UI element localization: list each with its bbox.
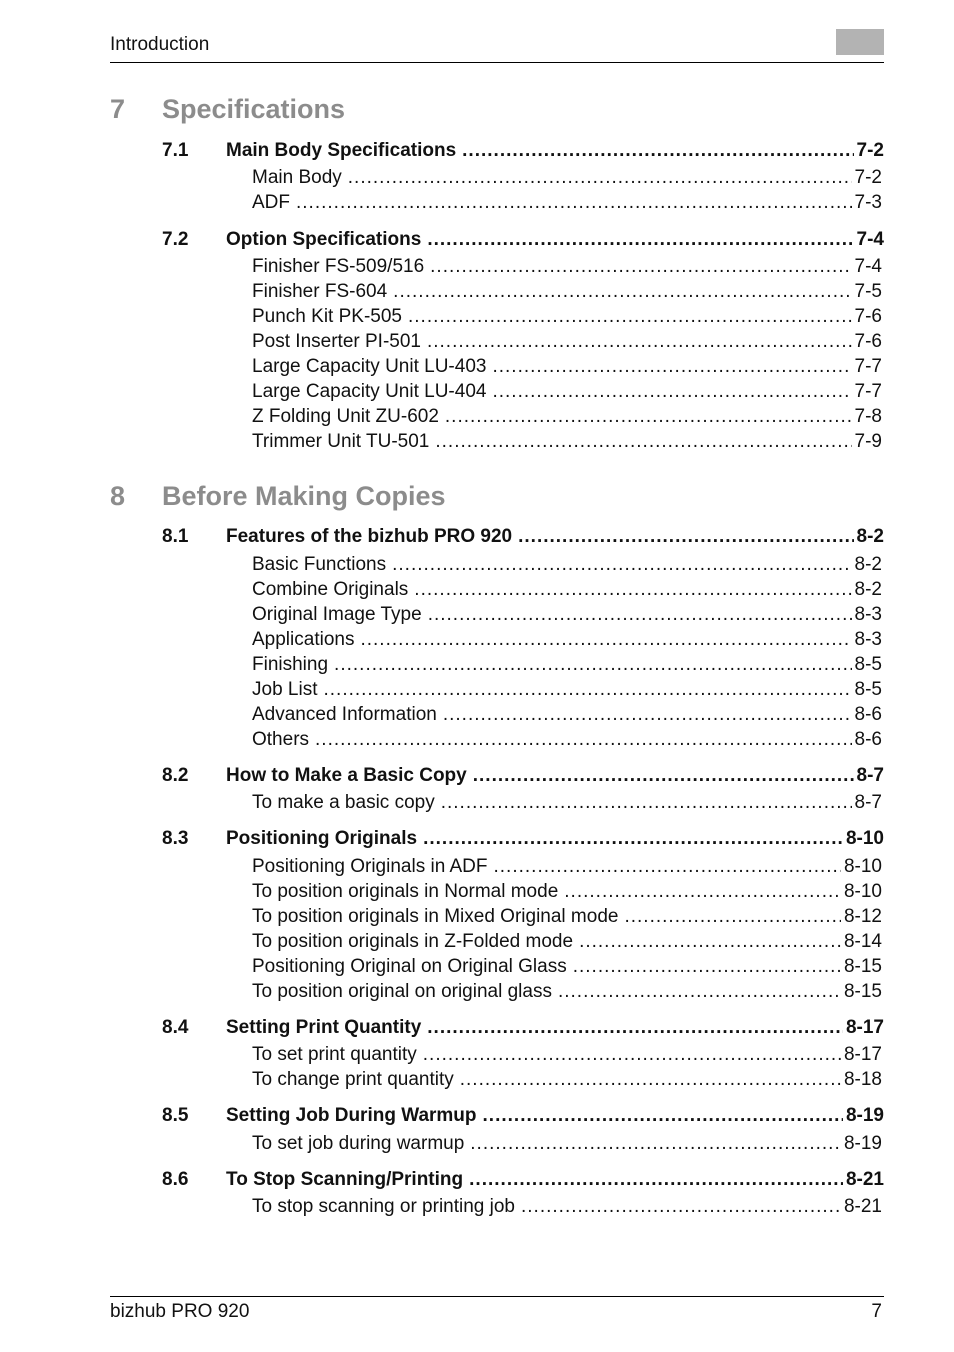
- toc-item[interactable]: [252, 306, 882, 332]
- item-title: Large Capacity Unit LU-404: [252, 381, 487, 402]
- item-page: 7-3: [854, 192, 882, 213]
- dot-leader: [441, 792, 852, 814]
- footer-product-name: bizhub PRO 920: [110, 1301, 250, 1322]
- section-entry: [226, 140, 884, 166]
- toc-item[interactable]: [252, 331, 882, 357]
- section-title: How to Make a Basic Copy: [226, 765, 467, 786]
- toc-item[interactable]: [252, 792, 882, 818]
- toc-item[interactable]: [252, 981, 882, 1007]
- item-title: Original Image Type: [252, 604, 422, 625]
- section-page: 8-10: [845, 828, 884, 849]
- toc-section[interactable]: [162, 1017, 884, 1043]
- toc-item[interactable]: [252, 704, 882, 730]
- toc-item[interactable]: [252, 1044, 882, 1070]
- dot-leader: [315, 729, 852, 751]
- dot-leader: [483, 1105, 843, 1127]
- dot-leader: [408, 306, 852, 328]
- item-title: To position originals in Mixed Original mode: [252, 906, 619, 927]
- item-page: 8-10: [843, 856, 882, 877]
- toc-item[interactable]: [252, 654, 882, 680]
- toc-item[interactable]: [252, 1069, 882, 1095]
- dot-leader: [579, 931, 841, 953]
- toc-section[interactable]: [162, 1169, 884, 1195]
- section-title: Positioning Originals: [226, 828, 418, 849]
- toc-section[interactable]: [162, 765, 884, 791]
- header-tab-marker: [836, 29, 884, 55]
- footer-page-number: 7: [871, 1301, 882, 1322]
- item-title: Advanced Information: [252, 704, 437, 725]
- dot-leader: [494, 856, 841, 878]
- toc-item[interactable]: [252, 192, 882, 218]
- section-number: 8.3: [162, 828, 189, 849]
- item-title: To set print quantity: [252, 1044, 417, 1065]
- section-title: Setting Job During Warmup: [226, 1105, 477, 1126]
- dot-leader: [360, 629, 851, 651]
- item-page: 8-6: [854, 729, 882, 750]
- item-title: To position originals in Z-Folded mode: [252, 931, 574, 952]
- chapter-title: Specifications: [162, 94, 346, 124]
- chapter-number: 8: [110, 481, 126, 511]
- dot-leader: [445, 406, 852, 428]
- item-title: Applications: [252, 629, 355, 650]
- dot-leader: [427, 229, 853, 251]
- item-page: 8-5: [854, 679, 882, 700]
- toc-item[interactable]: [252, 931, 882, 957]
- item-title: Finisher FS-509/516: [252, 256, 425, 277]
- dot-leader: [348, 167, 852, 189]
- item-title: Main Body: [252, 167, 342, 188]
- dot-leader: [435, 431, 851, 453]
- dot-leader: [323, 679, 851, 701]
- dot-leader: [427, 331, 852, 353]
- toc-item[interactable]: [252, 956, 882, 982]
- item-title: To make a basic copy: [252, 792, 435, 813]
- item-page: 7-7: [854, 381, 882, 402]
- item-page: 8-21: [843, 1196, 882, 1217]
- item-title: To position originals in Normal mode: [252, 881, 559, 902]
- item-title: Positioning Original on Original Glass: [252, 956, 567, 977]
- item-title: Combine Originals: [252, 579, 409, 600]
- dot-leader: [423, 828, 843, 850]
- dot-leader: [414, 579, 851, 601]
- toc-item[interactable]: [252, 256, 882, 282]
- item-page: 8-3: [854, 604, 882, 625]
- dot-leader: [334, 654, 851, 676]
- dot-leader: [296, 192, 852, 214]
- section-page: 7-4: [856, 229, 884, 250]
- item-title: Finisher FS-604: [252, 281, 388, 302]
- item-page: 8-15: [843, 956, 882, 977]
- item-page: 8-2: [854, 554, 882, 575]
- section-number: 8.4: [162, 1017, 189, 1038]
- section-page: 8-19: [845, 1105, 884, 1126]
- toc-item[interactable]: [252, 406, 882, 432]
- dot-leader: [521, 1196, 841, 1218]
- section-number: 8.1: [162, 526, 189, 547]
- toc-item[interactable]: [252, 356, 882, 382]
- dot-leader: [492, 356, 851, 378]
- section-number: 7.2: [162, 229, 189, 250]
- section-entry: [226, 1017, 884, 1043]
- section-entry: [226, 526, 884, 552]
- section-entry: [226, 229, 884, 255]
- toc-item[interactable]: [252, 629, 882, 655]
- section-entry: [226, 765, 884, 791]
- item-title: Finishing: [252, 654, 329, 675]
- item-title: Others: [252, 729, 310, 750]
- section-title: Main Body Specifications: [226, 140, 457, 161]
- toc-item[interactable]: [252, 554, 882, 580]
- toc-section[interactable]: [162, 526, 884, 552]
- section-page: 8-21: [845, 1169, 884, 1190]
- dot-leader: [624, 906, 841, 928]
- section-page: 7-2: [856, 140, 884, 161]
- dot-leader: [430, 256, 851, 278]
- item-page: 8-12: [843, 906, 882, 927]
- section-entry: [226, 1105, 884, 1131]
- toc-item[interactable]: [252, 431, 882, 457]
- section-page: 8-17: [845, 1017, 884, 1038]
- section-page: 8-2: [856, 526, 884, 547]
- item-title: Basic Functions: [252, 554, 387, 575]
- toc-item[interactable]: [252, 1133, 882, 1159]
- dot-leader: [427, 1017, 843, 1039]
- section-entry: [226, 1169, 884, 1195]
- section-page: 8-7: [856, 765, 884, 786]
- item-title: To change print quantity: [252, 1069, 454, 1090]
- item-title: To stop scanning or printing job: [252, 1196, 515, 1217]
- section-title: Setting Print Quantity: [226, 1017, 422, 1038]
- item-page: 8-17: [843, 1044, 882, 1065]
- dot-leader: [469, 1169, 843, 1191]
- dot-leader: [462, 140, 853, 162]
- section-title: Features of the bizhub PRO 920: [226, 526, 513, 547]
- dot-leader: [473, 765, 854, 787]
- item-page: 7-5: [854, 281, 882, 302]
- section-entry: [226, 828, 884, 854]
- page-header: [110, 32, 884, 63]
- item-title: Z Folding Unit ZU-602: [252, 406, 439, 427]
- toc-item[interactable]: [252, 729, 882, 755]
- item-page: 8-14: [843, 931, 882, 952]
- dot-leader: [428, 604, 852, 626]
- dot-leader: [423, 1044, 841, 1066]
- chapter-number: 7: [110, 94, 126, 124]
- item-page: 8-19: [843, 1133, 882, 1154]
- item-page: 7-8: [854, 406, 882, 427]
- dot-leader: [443, 704, 852, 726]
- toc-item[interactable]: [252, 604, 882, 630]
- section-number: 8.5: [162, 1105, 189, 1126]
- item-page: 8-2: [854, 579, 882, 600]
- item-title: Trimmer Unit TU-501: [252, 431, 430, 452]
- item-page: 7-6: [854, 331, 882, 352]
- toc-item[interactable]: [252, 856, 882, 882]
- section-title: To Stop Scanning/Printing: [226, 1169, 464, 1190]
- chapter-title: Before Making Copies: [162, 481, 446, 511]
- item-title: To set job during warmup: [252, 1133, 465, 1154]
- dot-leader: [518, 526, 853, 548]
- item-title: Punch Kit PK-505: [252, 306, 402, 327]
- item-page: 7-6: [854, 306, 882, 327]
- item-title: ADF: [252, 192, 290, 213]
- section-number: 8.2: [162, 765, 189, 786]
- item-page: 8-18: [843, 1069, 882, 1090]
- dot-leader: [470, 1133, 841, 1155]
- item-title: To position original on original glass: [252, 981, 552, 1002]
- dot-leader: [460, 1069, 841, 1091]
- toc-section[interactable]: [162, 140, 884, 166]
- item-page: 7-9: [854, 431, 882, 452]
- item-title: Positioning Originals in ADF: [252, 856, 488, 877]
- dot-leader: [492, 381, 851, 403]
- dot-leader: [392, 554, 851, 576]
- toc-section[interactable]: [162, 828, 884, 854]
- page-footer: [110, 1296, 884, 1331]
- item-page: 7-7: [854, 356, 882, 377]
- toc-item[interactable]: [252, 167, 882, 193]
- item-page: 8-10: [843, 881, 882, 902]
- item-page: 8-5: [854, 654, 882, 675]
- dot-leader: [558, 981, 841, 1003]
- toc-item[interactable]: [252, 381, 882, 407]
- item-page: 8-6: [854, 704, 882, 725]
- toc-item[interactable]: [252, 1196, 882, 1222]
- item-page: 8-7: [854, 792, 882, 813]
- item-title: Job List: [252, 679, 318, 700]
- dot-leader: [573, 956, 841, 978]
- toc-item[interactable]: [252, 281, 882, 307]
- toc-item[interactable]: [252, 579, 882, 605]
- toc-item[interactable]: [252, 679, 882, 705]
- toc-section[interactable]: [162, 1105, 884, 1131]
- dot-leader: [564, 881, 841, 903]
- section-title: Option Specifications: [226, 229, 422, 250]
- section-number: 8.6: [162, 1169, 189, 1190]
- item-page: 8-15: [843, 981, 882, 1002]
- toc-item[interactable]: [252, 881, 882, 907]
- toc-item[interactable]: [252, 906, 882, 932]
- item-title: Large Capacity Unit LU-403: [252, 356, 487, 377]
- toc-section[interactable]: [162, 229, 884, 255]
- item-title: Post Inserter PI-501: [252, 331, 421, 352]
- item-page: 7-2: [854, 167, 882, 188]
- item-page: 8-3: [854, 629, 882, 650]
- section-number: 7.1: [162, 140, 189, 161]
- header-title: Introduction: [110, 34, 210, 55]
- dot-leader: [393, 281, 851, 303]
- item-page: 7-4: [854, 256, 882, 277]
